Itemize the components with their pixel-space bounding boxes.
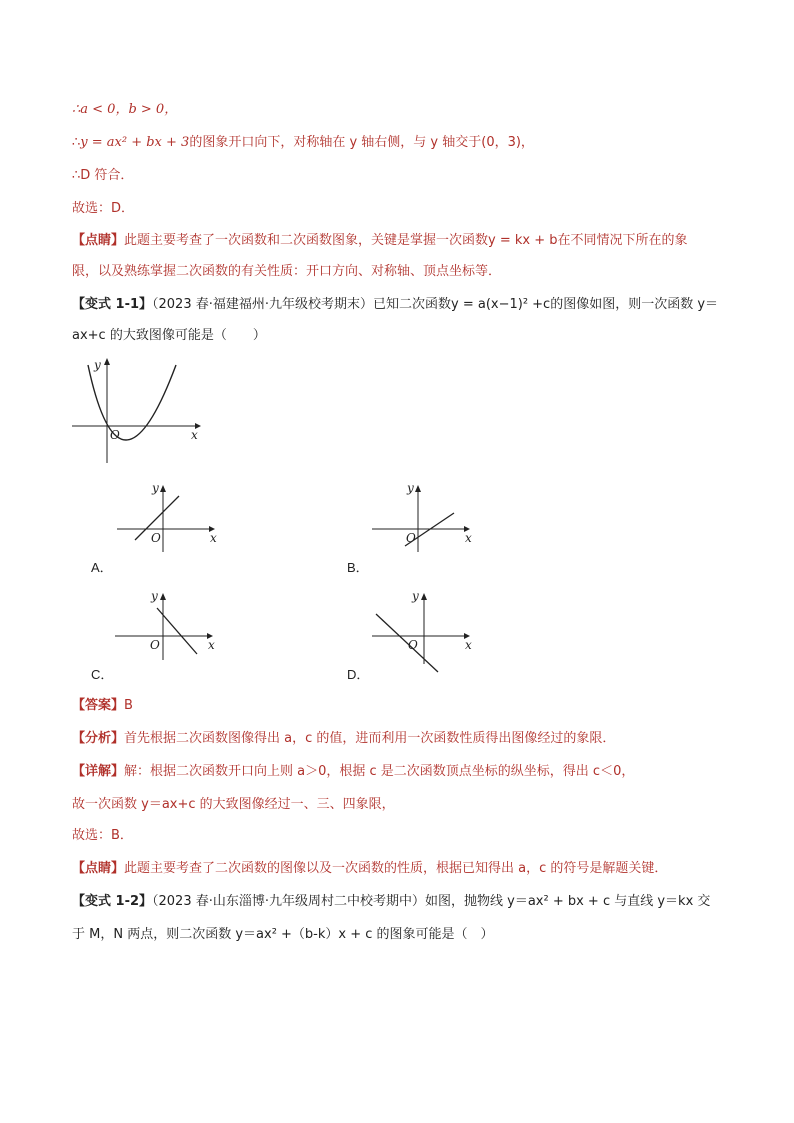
solution-line3: 故选：B． <box>72 828 133 843</box>
option-a-label: A． <box>91 560 113 575</box>
remark-2-line <box>72 859 667 879</box>
option-c-x-label: x <box>208 638 215 652</box>
solution-line1 <box>72 762 634 782</box>
remark-1-line2: 限，以及熟练掌握二次函数的有关性质：开口方向、对称轴、顶点坐标等． <box>72 264 502 279</box>
line-choose-d: 故选：D． <box>72 201 135 216</box>
parabola-curve <box>88 365 176 440</box>
solution-text: 解：根据二次函数开口向上则 a＞0，根据 c 是二次函数顶点坐标的纵坐标，得出 c＜0， <box>124 764 635 779</box>
variant-1-1-line2: ax+c 的大致图像可能是（ ） <box>72 328 266 343</box>
option-a-y-label: y <box>152 481 159 495</box>
origin-label: O <box>110 428 120 442</box>
analysis-text: 首先根据二次函数图像得出 a，c 的值，进而利用一次函数性质得出图像经过的象限． <box>124 731 616 746</box>
answer-value: B <box>124 698 133 713</box>
remark-tag: 【点睛】 <box>72 233 125 248</box>
remark-2-text: 此题主要考查了二次函数的图像以及一次函数的性质，根据已知得出 a，c 的符号是解题关键． <box>124 861 668 876</box>
option-d-label: D． <box>347 667 370 682</box>
analysis-line <box>72 729 615 749</box>
option-d-origin: O <box>408 638 418 652</box>
option-d-line <box>376 614 438 672</box>
option-c-origin: O <box>150 638 160 652</box>
parabola-formula: y = ax² + bx + 3 <box>80 135 190 150</box>
solution-line2: 故一次函数 y＝ax+c 的大致图像经过一、三、四象限， <box>72 797 395 812</box>
therefore-symbol: ∴ <box>72 135 81 150</box>
remark-2-tag: 【点睛】 <box>72 861 125 876</box>
answer-line <box>72 696 133 716</box>
variant-1-2-text: （2023 春·山东淄博·九年级周村二中校考期中）如图，抛物线 y＝ax² + bx + c 与直线 y＝kx 交 <box>152 894 711 909</box>
option-b-x-label: x <box>465 531 472 545</box>
y-axis-arrow <box>104 358 110 365</box>
option-b-label: B． <box>347 560 369 575</box>
option-c-label: C． <box>91 667 114 682</box>
parabola-figure <box>70 355 210 465</box>
remark-1-line1 <box>72 231 688 251</box>
variant-1-1-text: （2023 春·福建福州·九年级校考期末）已知二次函数y = a(x−1)² +c的图像如图，则一次函数 y＝ <box>152 297 719 312</box>
remark-text: 此题主要考查了一次函数和二次函数图象，关键是掌握一次函数y = kx + b在不同情况下所在的象 <box>124 233 688 248</box>
solution-tag: 【详解】 <box>72 764 125 779</box>
option-a-origin: O <box>151 531 161 545</box>
option-b-y-label: y <box>407 481 414 495</box>
x-label: x <box>191 428 198 442</box>
option-b-graph <box>370 480 480 555</box>
option-c-y-label: y <box>151 589 158 603</box>
option-d-y-label: y <box>412 589 419 603</box>
line-parabola-description <box>72 133 534 153</box>
option-d-x-label: x <box>465 638 472 652</box>
analysis-tag: 【分析】 <box>72 731 125 746</box>
variant-1-2-line2: 于 M，N 两点，则二次函数 y＝ax² +（b-k）x + c 的图象可能是（ ） <box>72 927 494 942</box>
option-d-graph <box>370 588 480 673</box>
answer-tag: 【答案】 <box>72 698 125 713</box>
line-conclusion-ab: ∴a < 0，b > 0， <box>72 102 178 117</box>
line-d-fits: ∴D 符合． <box>72 168 134 183</box>
variant-1-2-tag: 【变式 1-2】 <box>72 894 153 909</box>
option-b-origin: O <box>406 531 416 545</box>
variant-1-1-line1 <box>72 295 718 315</box>
variant-1-2-line1 <box>72 892 710 912</box>
parabola-description-text: 的图象开口向下，对称轴在 y 轴右侧，与 y 轴交于(0，3)， <box>189 135 534 150</box>
option-c-graph <box>113 588 223 663</box>
y-label: y <box>94 358 101 372</box>
option-a-graph <box>115 480 225 555</box>
variant-1-1-tag: 【变式 1-1】 <box>72 297 153 312</box>
option-a-x-label: x <box>210 531 217 545</box>
